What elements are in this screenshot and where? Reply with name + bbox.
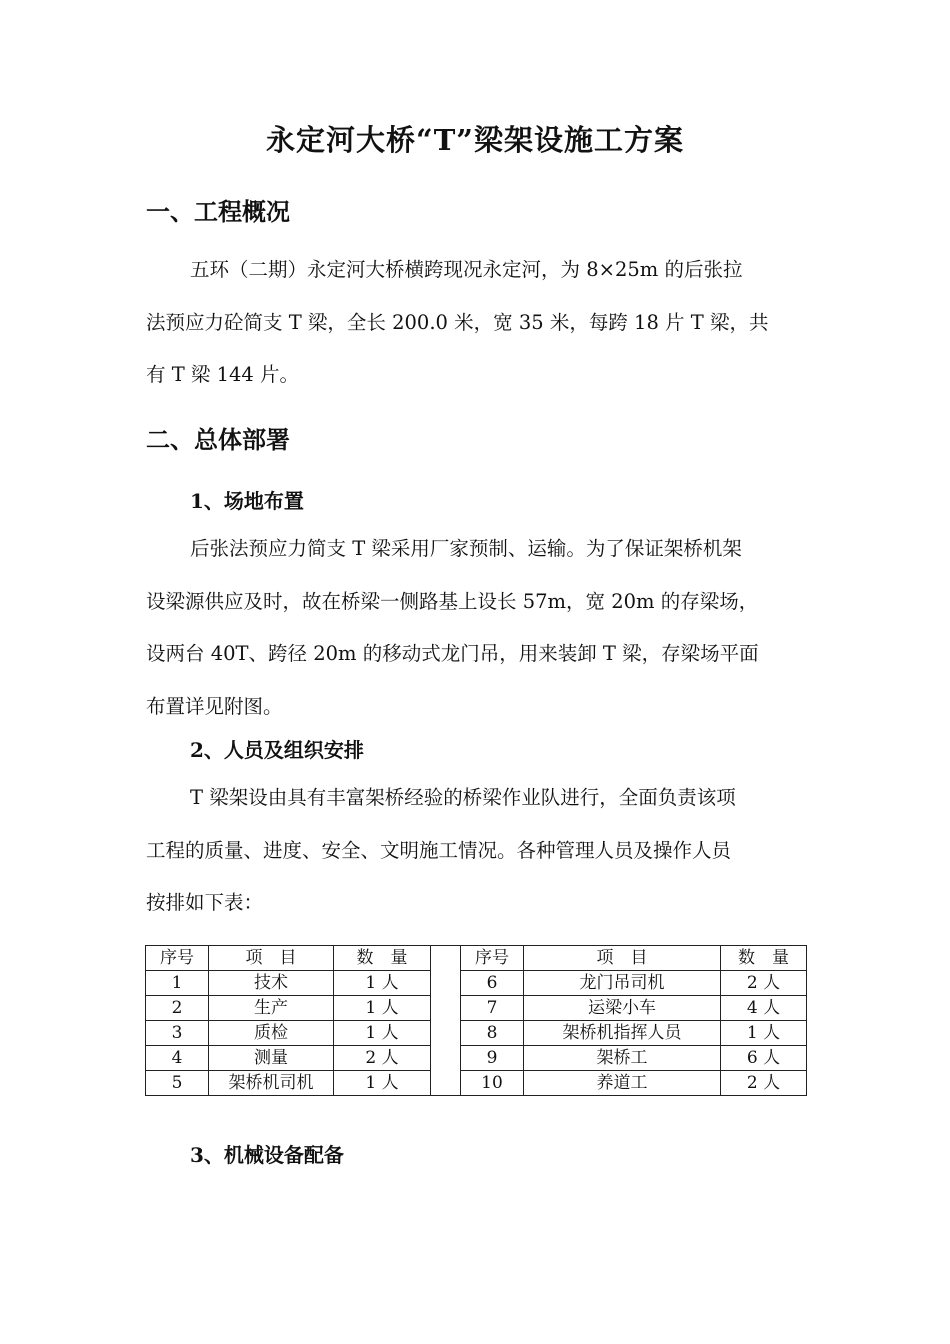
table-header-row: [146, 946, 807, 971]
staffing-paragraph: [146, 772, 806, 930]
table-row: [146, 971, 807, 996]
table-cell: 养道工: [524, 1071, 721, 1096]
table-cell: 架桥机指挥人员: [524, 1021, 721, 1046]
table-cell: 4: [146, 1046, 209, 1071]
subsection-heading-site-layout: 1、场地布置: [190, 489, 304, 513]
staff-table: [145, 945, 807, 1096]
paragraph-line: 设两台 40T、跨径 20m 的移动式龙门吊，用来装卸 T 梁，存梁场平面: [146, 642, 759, 665]
table-cell: 2 人: [334, 1046, 431, 1071]
table-cell: 8: [461, 1021, 524, 1046]
section-heading-deployment: 二、总体部署: [146, 425, 290, 454]
header-cell: 序号: [146, 946, 209, 971]
table-cell: 龙门吊司机: [524, 971, 721, 996]
table-cell: 10: [461, 1071, 524, 1096]
header-cell: 数 量: [334, 946, 431, 971]
table-cell: 生产: [209, 996, 334, 1021]
table-cell: 1 人: [334, 971, 431, 996]
paragraph-line: 有 T 梁 144 片。: [146, 363, 300, 386]
table-cell: 4 人: [721, 996, 807, 1021]
table-cell: 架桥机司机: [209, 1071, 334, 1096]
subsection-heading-staffing: 2、人员及组织安排: [190, 738, 364, 762]
table-cell: 1 人: [334, 1071, 431, 1096]
table-cell: 2 人: [721, 1071, 807, 1096]
paragraph-line: 工程的质量、进度、安全、文明施工情况。各种管理人员及操作人员: [146, 838, 732, 862]
table-row: [146, 1046, 807, 1071]
table-cell: 6: [461, 971, 524, 996]
table-row: [146, 1021, 807, 1046]
table-cell: 2 人: [721, 971, 807, 996]
paragraph-line: 法预应力砼简支 T 梁，全长 200.0 米，宽 35 米，每跨 18 片 T 梁，共: [146, 310, 769, 334]
table-cell: 架桥工: [524, 1046, 721, 1071]
header-cell: 项 目: [209, 946, 334, 971]
table-cell: 9: [461, 1046, 524, 1071]
document-title: 永定河大桥“T”梁架设施工方案: [266, 123, 684, 157]
table-cell: 质检: [209, 1021, 334, 1046]
table-row: [146, 996, 807, 1021]
header-cell: 项 目: [524, 946, 721, 971]
header-cell: 数 量: [721, 946, 807, 971]
subsection-heading-equipment: 3、机械设备配备: [190, 1143, 344, 1167]
paragraph-line: 布置详见附图。: [146, 694, 283, 718]
table-cell: 7: [461, 996, 524, 1021]
table-cell: 1 人: [334, 1021, 431, 1046]
table-cell: 6 人: [721, 1046, 807, 1071]
table-cell: 技术: [209, 971, 334, 996]
site-layout-paragraph: [146, 523, 806, 733]
table-cell: 1: [146, 971, 209, 996]
paragraph-line: 设梁源供应及时，故在桥梁一侧路基上设长 57m，宽 20m 的存梁场，: [146, 589, 759, 613]
table-cell: 运梁小车: [524, 996, 721, 1021]
table-row: [146, 1071, 807, 1096]
table-cell: 1 人: [334, 996, 431, 1021]
paragraph-line: T 梁架设由具有丰富架桥经验的桥梁作业队进行，全面负责该项: [190, 786, 736, 809]
table-cell: 2: [146, 996, 209, 1021]
paragraph-line: 按排如下表：: [146, 891, 264, 914]
table-divider-gap: [431, 946, 461, 1096]
overview-paragraph: [146, 244, 806, 402]
paragraph-line: 五环（二期）永定河大桥横跨现况永定河，为 8×25m 的后张拉: [190, 258, 743, 281]
table-cell: 3: [146, 1021, 209, 1046]
table-cell: 1 人: [721, 1021, 807, 1046]
paragraph-line: 后张法预应力简支 T 梁采用厂家预制、运输。为了保证架桥机架: [190, 537, 742, 560]
section-heading-overview: 一、工程概况: [146, 197, 290, 226]
header-cell: 序号: [461, 946, 524, 971]
table-cell: 5: [146, 1071, 209, 1096]
table-cell: 测量: [209, 1046, 334, 1071]
